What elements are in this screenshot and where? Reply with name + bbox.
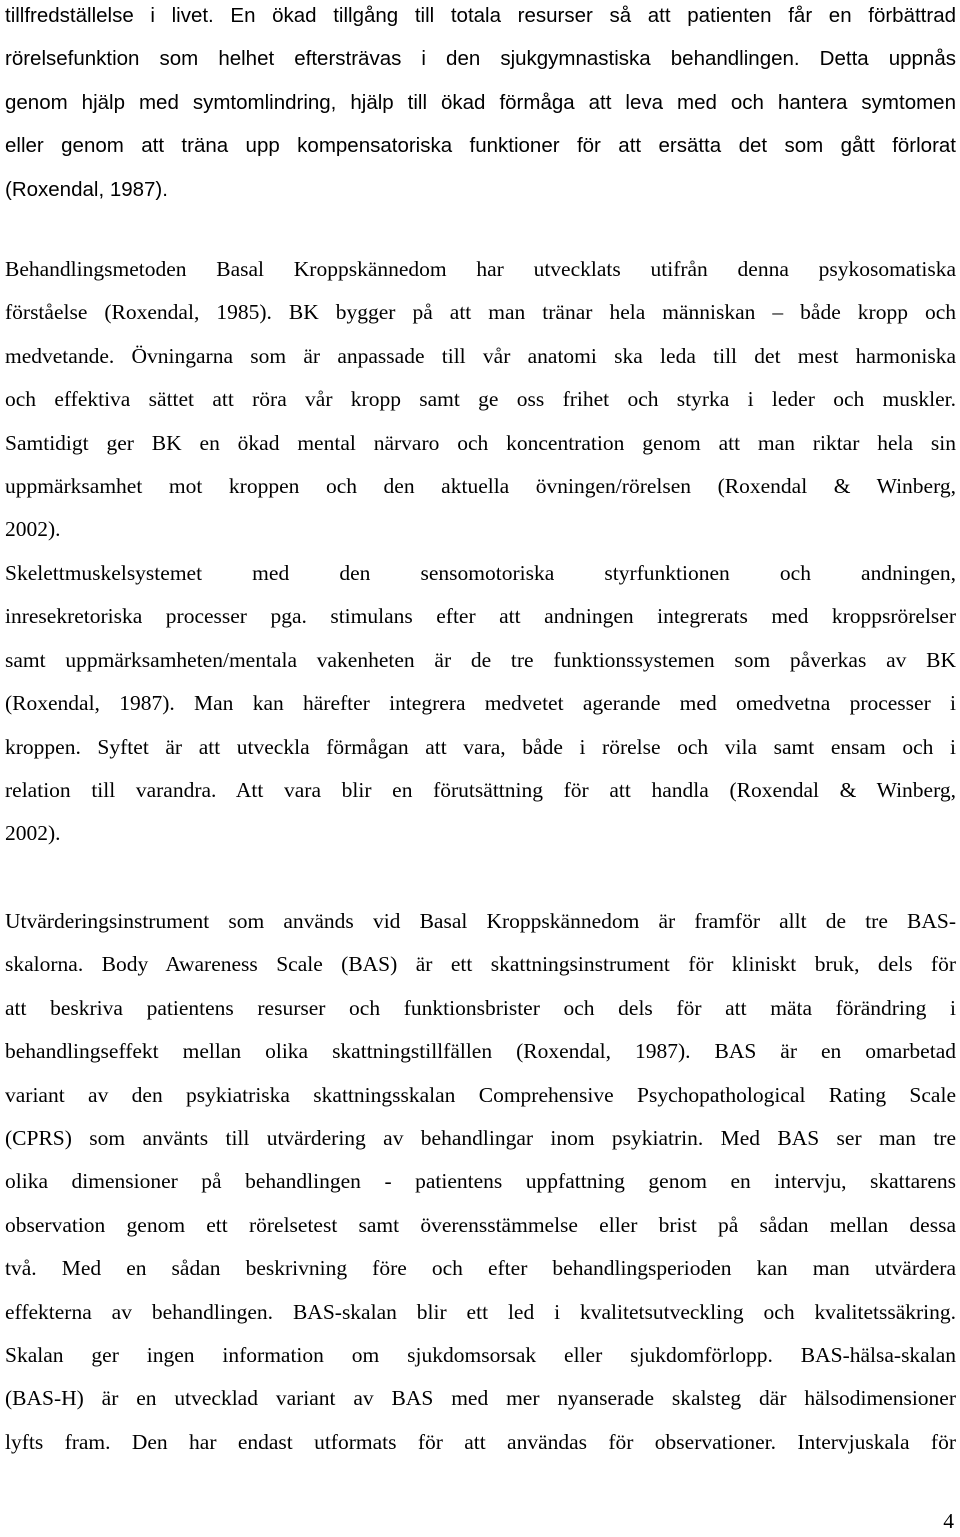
text-line: (BAS-H) är en utvecklad variant av BAS med mer nyanserade skalsteg där hälsodimensioner: [5, 1386, 956, 1411]
text-line: att beskriva patientens resurser och funktionsbrister och dels för att mäta förändring i: [5, 995, 956, 1020]
text-line: lyfts fram. Den har endast utformats för att användas för observationer. Intervjuskala för: [5, 1429, 956, 1454]
text-line: 2002).: [5, 517, 61, 542]
text-line: 2002).: [5, 821, 61, 846]
text-line: uppmärksamhet mot kroppen och den aktuella övningen/rörelsen (Roxendal & Winberg,: [5, 473, 956, 498]
text-line: (CPRS) som använts till utvärdering av behandlingar inom psykiatrin. Med BAS ser man tre: [5, 1125, 956, 1150]
text-line: Skalan ger ingen information om sjukdomsorsak eller sjukdomförlopp. BAS-hälsa-skalan: [5, 1342, 956, 1367]
text-line: effekterna av behandlingen. BAS-skalan blir ett led i kvalitetsutveckling och kvalitetssäkring.: [5, 1299, 956, 1324]
text-line: förståelse (Roxendal, 1985). BK bygger på att man tränar hela människan – både kropp och: [5, 300, 956, 325]
text-line: Behandlingsmetoden Basal Kroppskännedom har utvecklats utifrån denna psykosomatiska: [5, 257, 956, 281]
text-line: behandlingseffekt mellan olika skattningstillfällen (Roxendal, 1987). BAS är en omarbetad: [5, 1039, 956, 1064]
paragraph-3: [5, 552, 956, 856]
text-line: (Roxendal, 1987).: [5, 177, 168, 201]
text-line: samt uppmärksamheten/mentala vakenheten är de tre funktionssystemen som påverkas av BK: [5, 647, 956, 672]
text-line: genom hjälp med symtomlindring, hjälp till ökad förmåga att leva med och hantera symtomen: [5, 90, 956, 114]
paragraph-1: [5, 0, 956, 211]
text-line: olika dimensioner på behandlingen - patientens uppfattning genom en intervju, skattarens: [5, 1169, 956, 1194]
page-number: 4: [943, 1509, 954, 1533]
text-line: inresekretoriska processer pga. stimulans efter att andningen integrerats med kroppsrörelser: [5, 604, 956, 629]
text-line: eller genom att träna upp kompensatoriska funktioner för att ersätta det som gått förlorat: [5, 134, 956, 158]
text-line: Skelettmuskelsystemet med den sensomotoriska styrfunktionen och andningen,: [5, 561, 956, 585]
paragraph-2: [5, 248, 956, 552]
text-line: (Roxendal, 1987). Man kan härefter integrera medvetet agerande med omedvetna processer i: [5, 691, 956, 716]
text-line: relation till varandra. Att vara blir en förutsättning för att handla (Roxendal & Winberg,: [5, 777, 956, 802]
text-line: skalorna. Body Awareness Scale (BAS) är ett skattningsinstrument för kliniskt bruk, dels för: [5, 952, 956, 977]
text-line: variant av den psykiatriska skattningsskalan Comprehensive Psychopathological Rating Scale: [5, 1082, 956, 1107]
text-line: rörelsefunktion som helhet eftersträvas i den sjukgymnastiska behandlingen. Detta uppnås: [5, 47, 956, 71]
text-line: Samtidigt ger BK en ökad mental närvaro och koncentration genom att man riktar hela sin: [5, 430, 956, 455]
paragraph-4: [5, 900, 956, 1464]
text-line: kroppen. Syftet är att utveckla förmågan att vara, både i rörelse och vila samt ensam och i: [5, 734, 956, 759]
text-line: medvetande. Övningarna som är anpassade till vår anatomi ska leda till det mest harmoniska: [5, 343, 956, 368]
text-line: och effektiva sättet att röra vår kropp samt ge oss frihet och styrka i leder och muskler.: [5, 387, 956, 412]
text-line: tillfredställelse i livet. En ökad tillgång till totala resurser så att patienten får en förbättrad: [5, 4, 956, 27]
text-line: Utvärderingsinstrument som används vid Basal Kroppskännedom är framför allt de tre BAS-: [5, 909, 956, 933]
text-line: två. Med en sådan beskrivning före och efter behandlingsperioden kan man utvärdera: [5, 1256, 956, 1281]
text-line: observation genom ett rörelsetest samt överensstämmelse eller brist på sådan mellan dessa: [5, 1212, 956, 1237]
